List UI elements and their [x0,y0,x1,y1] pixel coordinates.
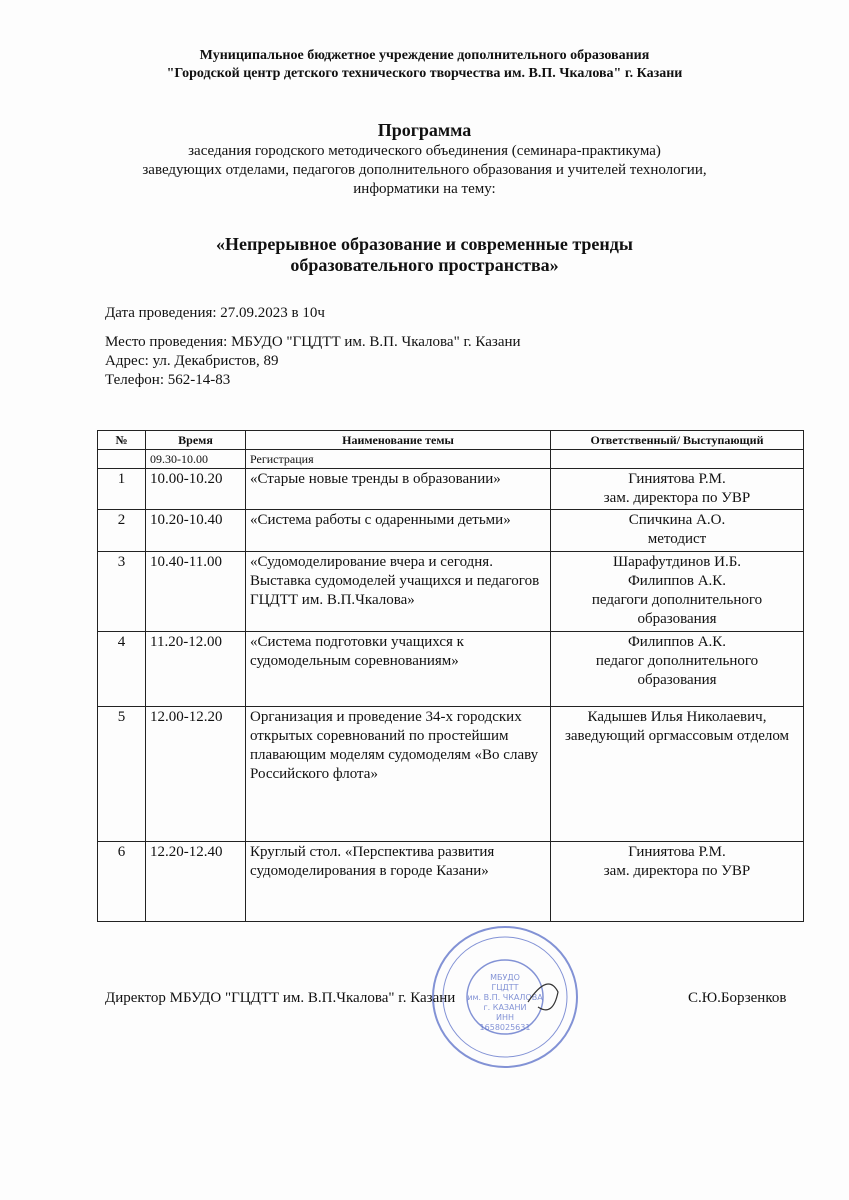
program-table [97,430,804,922]
table-row [98,632,804,707]
topic-cell: Регистрация [246,450,551,469]
col-header: Наименование темы [246,431,551,450]
subtitle-line: заведующих отделами, педагогов дополнительного образования и учителей технологии, [142,162,707,178]
svg-text:им. В.П. ЧКАЛОВА: им. В.П. ЧКАЛОВА [467,993,543,1002]
topic-cell: «Старые новые тренды в образовании» [246,469,551,510]
director-title: Директор МБУДО "ГЦДТТ им. В.П.Чкалова" г. Казани [105,990,456,1006]
row-number: 2 [98,510,146,552]
table-row-registration [98,450,804,469]
time-cell: 10.40-11.00 [146,552,246,632]
topic-cell: «Судомоделирование вчера и сегодня. Выставка судомоделей учащихся и педагогов ГЦДТТ им. В.П.Чкалова» [246,552,551,632]
time-cell: 10.20-10.40 [146,510,246,552]
phone-info: Телефон: 562-14-83 [105,372,231,388]
responsible-cell: Гиниятова Р.М. зам. директора по УВР [551,842,804,922]
svg-text:МБУДО: МБУДО [490,973,520,982]
table-row [98,469,804,510]
topic-cell: «Система работы с одаренными детьми» [246,510,551,552]
time-cell: 09.30-10.00 [146,450,246,469]
responsible-cell: Кадышев Илья Николаевич, заведующий оргмассовым отделом [551,707,804,842]
col-header: Время [146,431,246,450]
svg-text:г. КАЗАНИ: г. КАЗАНИ [483,1003,527,1012]
topic-cell: Круглый стол. «Перспектива развития судомоделирования в городе Казани» [246,842,551,922]
doc-title: Программа [377,120,472,140]
table-row [98,707,804,842]
row-number: 5 [98,707,146,842]
subtitle-line: заседания городского методического объединения (семинара-практикума) [188,143,661,159]
table-header [98,431,804,450]
responsible-cell: Гиниятова Р.М. зам. директора по УВР [551,469,804,510]
table-row [98,510,804,552]
theme-line: образовательного пространства» [290,255,559,275]
subtitle-line: информатики на тему: [353,181,496,197]
svg-text:ИНН: ИНН [495,1013,515,1022]
svg-text:ГЦДТТ: ГЦДТТ [491,983,519,992]
row-number: 6 [98,842,146,922]
col-header: № [98,431,146,450]
row-number: 4 [98,632,146,707]
table-row [98,552,804,632]
date-info: Дата проведения: 27.09.2023 в 10ч [105,305,325,321]
svg-text:1658025631: 1658025631 [479,1023,531,1032]
time-cell: 11.20-12.00 [146,632,246,707]
address-info: Адрес: ул. Декабристов, 89 [105,353,279,369]
theme-line: «Непрерывное образование и современные тренды [216,234,633,254]
topic-cell: «Система подготовки учащихся к судомодельным соревнованиям» [246,632,551,707]
topic-cell: Организация и проведение 34-х городских открытых соревнований по простейшим плавающим моделям судомоделям «Во славу Российского флота» [246,707,551,842]
responsible-cell: Филиппов А.К. педагог дополнительного образования [551,632,804,707]
place-info: Место проведения: МБУДО "ГЦДТТ им. В.П. Чкалова" г. Казани [105,334,521,350]
responsible-cell: Шарафутдинов И.Б. Филиппов А.К. педагоги дополнительного образования [551,552,804,632]
time-cell: 12.00-12.20 [146,707,246,842]
row-number: 3 [98,552,146,632]
responsible-cell: Спичкина А.О. методист [551,510,804,552]
col-header: Ответственный/ Выступающий [551,431,804,450]
row-number: 1 [98,469,146,510]
table-row [98,842,804,922]
org-name-line2: "Городской центр детского технического творчества им. В.П. Чкалова" г. Казани [166,66,683,81]
director-name: С.Ю.Борзенков [688,990,787,1006]
time-cell: 10.00-10.20 [146,469,246,510]
time-cell: 12.20-12.40 [146,842,246,922]
org-name-line1: Муниципальное бюджетное учреждение дополнительного образования [199,48,650,63]
